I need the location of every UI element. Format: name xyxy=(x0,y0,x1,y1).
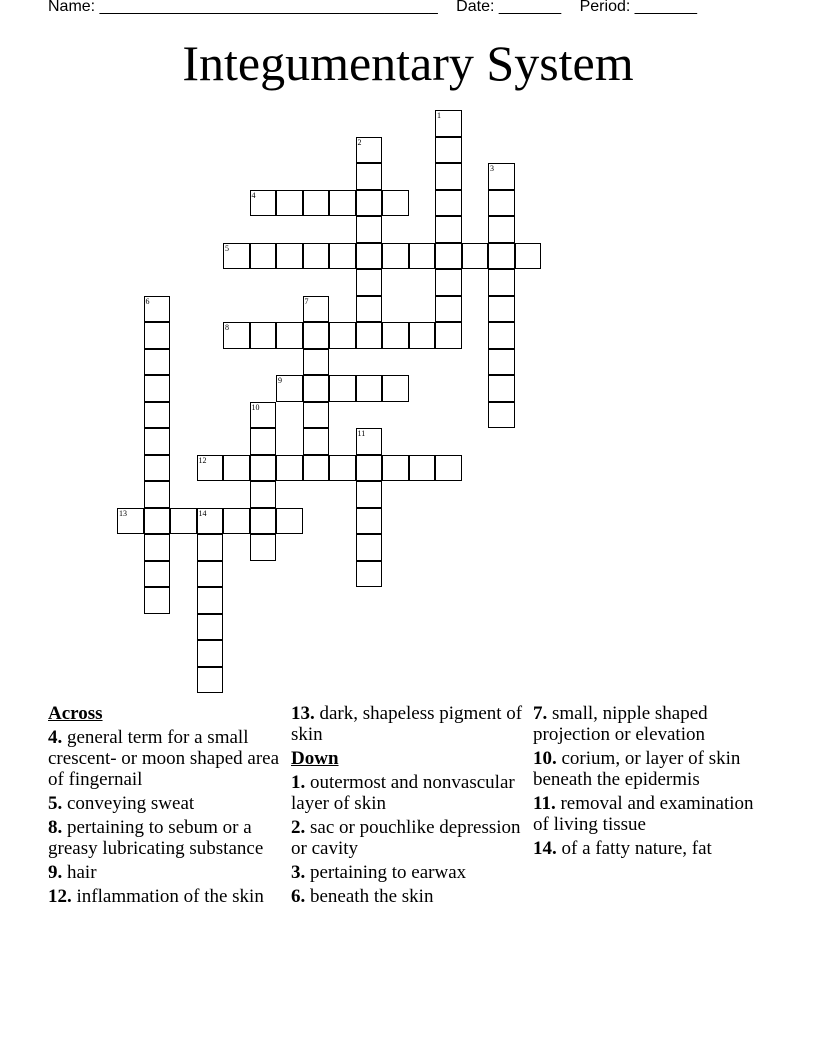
crossword-cell[interactable] xyxy=(197,561,224,588)
crossword-cell[interactable] xyxy=(276,455,303,482)
crossword-cell[interactable] xyxy=(356,508,383,535)
crossword-cell[interactable] xyxy=(329,375,356,402)
clue-down-11: 11. removal and examination of living tissue xyxy=(533,793,754,835)
crossword-cell[interactable] xyxy=(170,508,197,535)
crossword-cell[interactable] xyxy=(250,534,277,561)
crossword-cell[interactable] xyxy=(303,296,330,323)
crossword-cell[interactable] xyxy=(435,216,462,243)
crossword-cell[interactable] xyxy=(197,534,224,561)
crossword-cell[interactable] xyxy=(488,190,515,217)
crossword-cell[interactable] xyxy=(276,190,303,217)
page-title: Integumentary System xyxy=(182,35,634,91)
crossword-cell[interactable] xyxy=(435,455,462,482)
cell-number: 12 xyxy=(198,455,207,465)
crossword-cell[interactable] xyxy=(382,322,409,349)
crossword-cell[interactable] xyxy=(197,640,224,667)
crossword-cell[interactable] xyxy=(329,322,356,349)
crossword-cell[interactable] xyxy=(356,322,383,349)
cell-number: 13 xyxy=(119,508,127,518)
crossword-cell[interactable] xyxy=(144,534,171,561)
crossword-cell[interactable] xyxy=(144,455,171,482)
crossword-cell[interactable] xyxy=(303,243,330,270)
crossword-cell[interactable] xyxy=(488,163,515,190)
down-heading: Down xyxy=(291,748,339,769)
crossword-cell[interactable] xyxy=(250,481,277,508)
crossword-cell[interactable] xyxy=(435,137,462,164)
cell-number: 3 xyxy=(490,164,494,173)
clue-down-2: 2. sac or pouchlike depression or cavity xyxy=(291,817,521,859)
period-field-label[interactable]: Period: _______ xyxy=(579,0,698,15)
crossword-cell[interactable] xyxy=(303,349,330,376)
crossword-cell[interactable] xyxy=(144,322,171,349)
crossword-cell[interactable] xyxy=(250,455,277,482)
clue-down-7: 7. small, nipple shaped projection or elevation xyxy=(533,703,708,745)
crossword-cell[interactable] xyxy=(303,455,330,482)
crossword-cell[interactable] xyxy=(435,296,462,323)
clue-across-8: 8. pertaining to sebum or a greasy lubricating substance xyxy=(48,817,264,859)
crossword-cell[interactable] xyxy=(488,296,515,323)
crossword-cell[interactable] xyxy=(356,561,383,588)
crossword-cell[interactable] xyxy=(382,190,409,217)
crossword-cell[interactable] xyxy=(144,561,171,588)
cell-number: 1 xyxy=(437,111,441,120)
crossword-cell[interactable] xyxy=(276,508,303,535)
crossword-cell[interactable] xyxy=(356,243,383,270)
crossword-cell[interactable] xyxy=(356,481,383,508)
crossword-cell[interactable] xyxy=(303,322,330,349)
clues-column-3 xyxy=(533,703,773,862)
crossword-cell[interactable] xyxy=(250,190,277,217)
crossword-cell[interactable] xyxy=(488,216,515,243)
crossword-cell[interactable] xyxy=(435,163,462,190)
crossword-cell[interactable] xyxy=(435,243,462,270)
clue-across-9: 9. hair xyxy=(48,862,97,883)
crossword-cell[interactable] xyxy=(144,587,171,614)
clues-column-1 xyxy=(48,703,280,910)
crossword-cell[interactable] xyxy=(223,243,250,270)
clue-down-1: 1. outermost and nonvascular layer of skin xyxy=(291,772,515,814)
clue-down-3: 3. pertaining to earwax xyxy=(291,862,467,883)
crossword-cell[interactable] xyxy=(488,269,515,296)
crossword-cell[interactable] xyxy=(435,322,462,349)
crossword-cell[interactable] xyxy=(223,508,250,535)
across-heading: Across xyxy=(48,703,103,724)
crossword-cell[interactable] xyxy=(356,455,383,482)
cell-number: 9 xyxy=(278,376,282,385)
crossword-cell[interactable] xyxy=(223,322,250,349)
cell-number: 2 xyxy=(357,137,362,147)
crossword-cell[interactable] xyxy=(435,269,462,296)
crossword-cell[interactable] xyxy=(144,375,171,402)
crossword-cell[interactable] xyxy=(488,243,515,270)
crossword-cell[interactable] xyxy=(382,455,409,482)
crossword-cell[interactable] xyxy=(197,455,224,482)
crossword-cell[interactable] xyxy=(144,481,171,508)
crossword-cell[interactable] xyxy=(250,322,277,349)
clue-across-13: 13. dark, shapeless pigment of skin xyxy=(291,703,523,745)
crossword-cell[interactable] xyxy=(382,243,409,270)
crossword-cell[interactable] xyxy=(435,190,462,217)
cell-number: 4 xyxy=(251,190,256,200)
clue-down-6: 6. beneath the skin xyxy=(291,886,434,907)
crossword-cell[interactable] xyxy=(329,190,356,217)
crossword-cell[interactable] xyxy=(462,243,489,270)
crossword-cell[interactable] xyxy=(250,402,277,429)
crossword-cell[interactable] xyxy=(329,455,356,482)
crossword-cell[interactable] xyxy=(356,190,383,217)
crossword-cell[interactable] xyxy=(144,508,171,535)
cell-number: 7 xyxy=(304,296,309,306)
crossword-cell[interactable] xyxy=(435,110,462,137)
crossword-cell[interactable] xyxy=(488,402,515,429)
clue-across-5: 5. conveying sweat xyxy=(48,793,195,814)
crossword-cell[interactable] xyxy=(356,534,383,561)
crossword-cell[interactable] xyxy=(303,375,330,402)
clue-across-12: 12. inflammation of the skin xyxy=(48,886,264,907)
crossword-cell[interactable] xyxy=(276,375,303,402)
cell-number: 6 xyxy=(145,296,150,306)
crossword-cell[interactable] xyxy=(409,322,436,349)
crossword-cell[interactable] xyxy=(409,455,436,482)
cell-number: 8 xyxy=(225,323,229,332)
crossword-cell[interactable] xyxy=(515,243,542,270)
crossword-cell[interactable] xyxy=(144,349,171,376)
crossword-cell[interactable] xyxy=(303,190,330,217)
clue-across-4: 4. general term for a small crescent- or moon shaped area of fingernail xyxy=(48,727,280,790)
name-field-label[interactable]: Name: ______________________________________ xyxy=(48,0,438,15)
date-field-label[interactable]: Date: _______ xyxy=(456,0,562,15)
crossword-cell[interactable] xyxy=(303,402,330,429)
cell-number: 14 xyxy=(198,508,207,518)
crossword-cell[interactable] xyxy=(356,163,383,190)
crossword-cell[interactable] xyxy=(356,428,383,455)
crossword-cell[interactable] xyxy=(250,243,277,270)
crossword-cell[interactable] xyxy=(356,296,383,323)
crossword-cell[interactable] xyxy=(144,428,171,455)
crossword-cell[interactable] xyxy=(488,375,515,402)
crossword-cell[interactable] xyxy=(117,508,144,535)
crossword-cell[interactable] xyxy=(303,428,330,455)
crossword-cell[interactable] xyxy=(356,269,383,296)
crossword-cell[interactable] xyxy=(488,322,515,349)
crossword-cell[interactable] xyxy=(197,587,224,614)
crossword-cell[interactable] xyxy=(356,375,383,402)
crossword-cell[interactable] xyxy=(144,296,171,323)
crossword-cell[interactable] xyxy=(382,375,409,402)
cell-number: 11 xyxy=(357,429,366,438)
crossword-cell[interactable] xyxy=(488,349,515,376)
crossword-cell[interactable] xyxy=(409,243,436,270)
crossword-cell[interactable] xyxy=(197,667,224,694)
crossword-cell[interactable] xyxy=(250,428,277,455)
crossword-cell[interactable] xyxy=(144,402,171,429)
cell-number: 10 xyxy=(251,402,260,412)
crossword-cell[interactable] xyxy=(197,508,224,535)
clue-down-10: 10. corium, or layer of skin beneath the epidermis xyxy=(533,748,741,790)
crossword-cell[interactable] xyxy=(197,614,224,641)
crossword-cell[interactable] xyxy=(276,322,303,349)
crossword-cell[interactable] xyxy=(329,243,356,270)
crossword-cell[interactable] xyxy=(250,508,277,535)
clues-column-2 xyxy=(291,703,526,910)
clue-down-14: 14. of a fatty nature, fat xyxy=(533,838,712,859)
crossword-cell[interactable] xyxy=(356,216,383,243)
crossword-cell[interactable] xyxy=(356,137,383,164)
crossword-cell[interactable] xyxy=(276,243,303,270)
crossword-cell[interactable] xyxy=(223,455,250,482)
cell-number: 5 xyxy=(225,243,229,253)
